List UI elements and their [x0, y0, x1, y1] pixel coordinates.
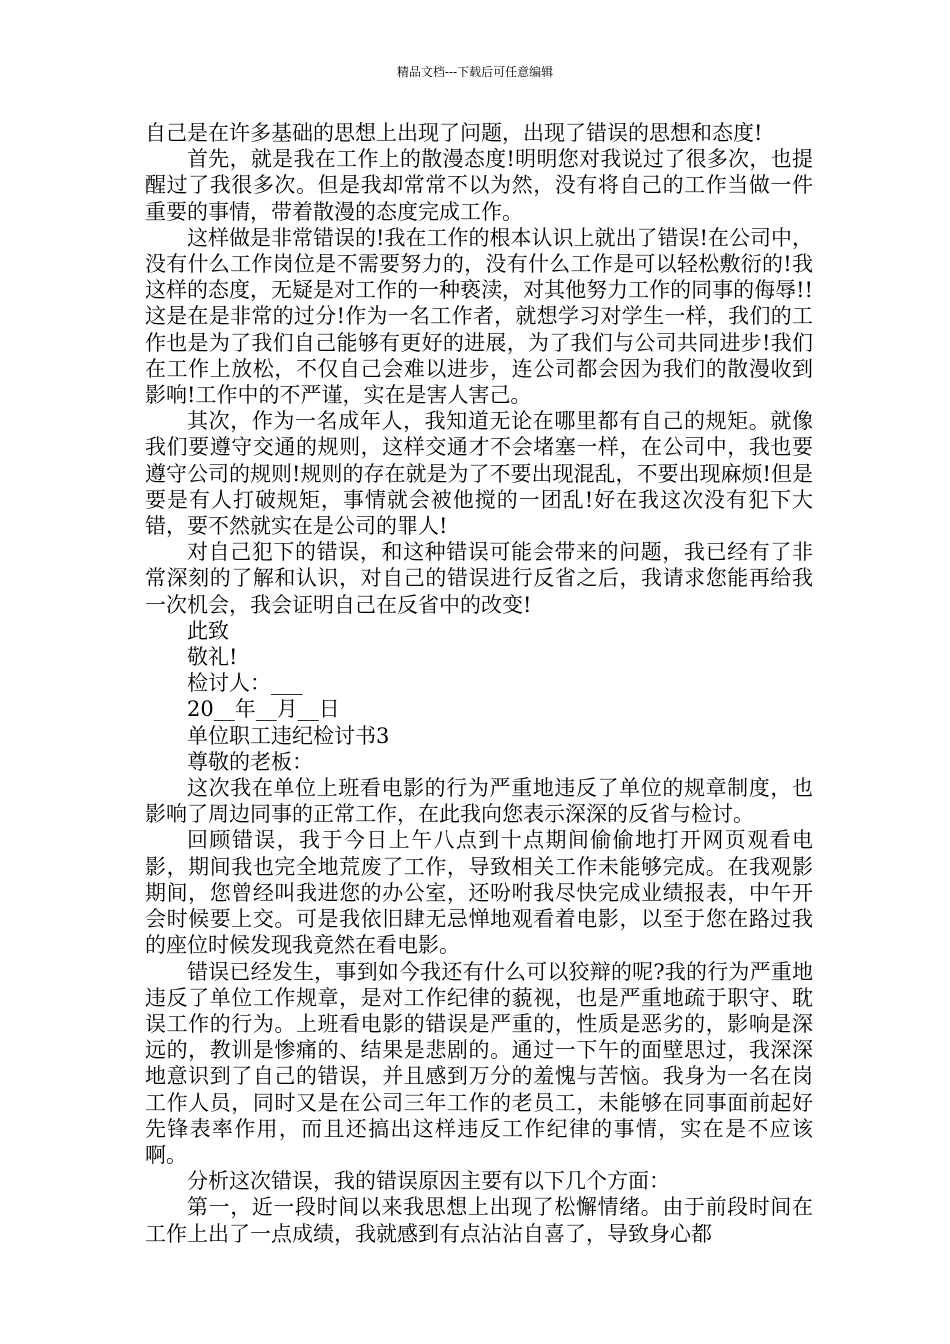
- paragraph-1: 自己是在许多基础的思想上出现了问题，出现了错误的思想和态度!: [145, 121, 763, 145]
- paragraph-7: 回顾错误，我于今日上午八点到十点期间偷偷地打开网页观看电影，期间我也完全地荒废了工作，导致相关工作未能够完成。在我观影期间，您曾经叫我进您的办公室，还吩咐我尽快完成业绩报表，中午开会时候要上交。可是我依旧肆无忌惮地观看着电影，以至于您在路过我的座位时候发现我竟然在看电影。: [145, 828, 813, 958]
- document-body: [145, 120, 813, 1247]
- closing-regards: 敬礼!: [187, 645, 238, 670]
- paragraph-3: 这样做是非常错误的!我在工作的根本认识上就出了错误!在公司中，没有什么工作岗位是不需要努力的，没有什么工作是可以轻松敷衍的!我这样的态度，无疑是对工作的一种亵渎，对其他努力工作的同事的侮辱!!这是在是非常的过分!作为一名工作者，就想学习对学生一样，我们的工作也是为了我们自己能够有更好的进展，为了我们与公司共同进步!我们在工作上放松，不仅自己会难以进步，连公司都会因为我们的散漫收到影响!工作中的不严谨，实在是害人害己。: [145, 225, 813, 408]
- greeting: 尊敬的老板：: [187, 749, 313, 774]
- paragraph-5: 对自己犯下的错误，和这种错误可能会带来的问题，我已经有了非常深刻的了解和认识，对自己的错误进行反省之后，我请求您能再给我一次机会，我会证明自己在反省中的改变!: [145, 540, 813, 617]
- signature-line: 检讨人：___: [187, 671, 303, 696]
- paragraph-8: 错误已经发生，事到如今我还有什么可以狡辩的呢?我的行为严重地违反了单位工作规章，是对工作纪律的藐视，也是严重地疏于职守、耽误工作的行为。上班看电影的错误是严重的，性质是恶劣的，影响是深远的，教训是惨痛的、结果是悲剧的。通过一下午的面壁思过，我深深地意识到了自己的错误，并且感到万分的羞愧与苦恼。我身为一名在岗工作人员，同时又是在公司三年工作的老员工，未能够在同事面前起好先锋表率作用，而且还搞出这样违反工作纪律的事情，实在是不应该啊。: [145, 959, 813, 1167]
- paragraph-6: 这次我在单位上班看电影的行为严重地违反了单位的规章制度，也影响了周边同事的正常工作，在此我向您表示深深的反省与检讨。: [145, 776, 813, 827]
- date-line: 20__年__月__日: [187, 697, 340, 722]
- section-title: 单位职工违纪检讨书3: [187, 723, 390, 748]
- page-header: 精品文档---下载后可任意编辑: [396, 65, 554, 79]
- closing-salutation: 此致: [187, 618, 229, 643]
- paragraph-4: 其次，作为一名成年人，我知道无论在哪里都有自己的规矩。就像我们要遵守交通的规则，这样交通才不会堵塞一样，在公司中，我也要遵守公司的规则!规则的存在就是为了不要出现混乱，不要出现麻烦!但是要是有人打破规矩，事情就会被他搅的一团乱!好在我这次没有犯下大错，要不然就实在是公司的罪人!: [145, 409, 813, 539]
- paragraph-10: 第一，近一段时间以来我思想上出现了松懈情绪。由于前段时间在工作上出了一点成绩，我就感到有点沾沾自喜了，导致身心都: [145, 1195, 813, 1246]
- paragraph-2: 首先，就是我在工作上的散漫态度!明明您对我说过了很多次，也提醒过了我很多次。但是我却常常不以为然，没有将自己的工作当做一件重要的事情，带着散漫的态度完成工作。: [145, 147, 813, 224]
- paragraph-9: 分析这次错误，我的错误原因主要有以下几个方面：: [187, 1169, 670, 1194]
